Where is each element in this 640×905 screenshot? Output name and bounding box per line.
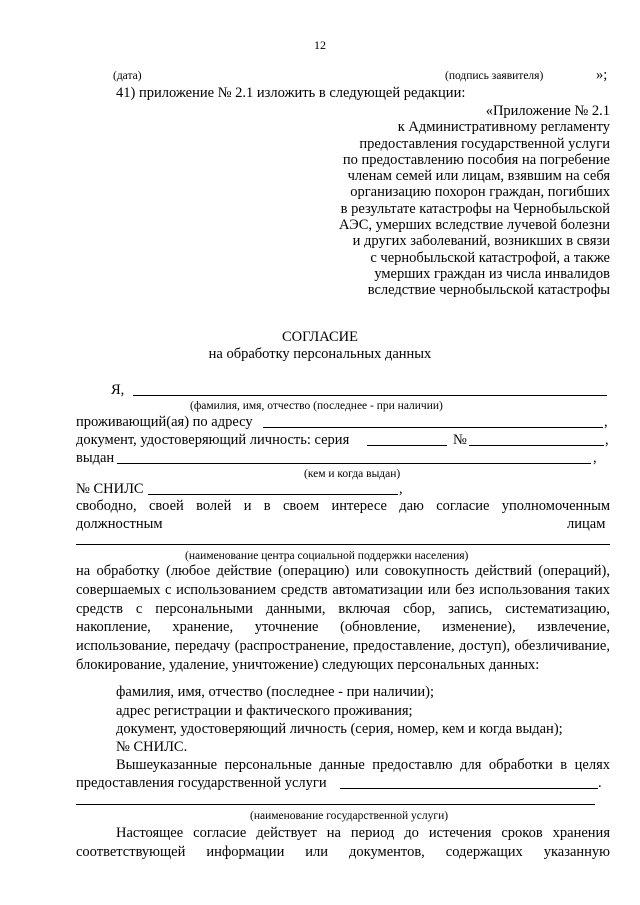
comma: , [399, 481, 403, 497]
consent-line: свободно, своей волей и в своем интересе даю согласие уполномоченным [76, 498, 610, 514]
purpose-label: предоставления государственной услуги [76, 775, 327, 791]
snils-label: № СНИЛС [76, 481, 144, 497]
comma: , [604, 414, 608, 430]
data-item: фамилия, имя, отчество (последнее - при наличии); [116, 684, 435, 700]
comma: , [593, 450, 597, 466]
header-line: организацию похорон граждан, погибших [350, 184, 610, 201]
closing-quote-mark: »; [596, 67, 608, 83]
number-sign: № [453, 432, 467, 448]
service-name-field-continued[interactable] [76, 804, 595, 805]
header-line: в результате катастрофы на Чернобыльской [340, 200, 610, 217]
header-line: по предоставлению пособия на погребение [342, 151, 610, 168]
fio-field[interactable] [133, 395, 607, 396]
number-field[interactable] [469, 445, 604, 446]
period: . [598, 775, 602, 791]
center-name-field[interactable] [76, 544, 610, 545]
issued-field[interactable] [117, 463, 591, 464]
header-line: вследствие чернобыльской катастрофы [367, 282, 610, 299]
address-field[interactable] [263, 427, 603, 428]
header-line: умерших граждан из числа инвалидов [374, 265, 610, 282]
center-hint: (наименование центра социальной поддержки населения) [185, 550, 469, 562]
appendix-header [320, 103, 610, 299]
consent-right-word: лицам [567, 516, 606, 532]
header-line: предоставления государственной услуги [359, 135, 610, 152]
fio-hint: (фамилия, имя, отчество (последнее - при наличии) [190, 400, 443, 412]
header-line: АЭС, умерших вследствие лучевой болезни [339, 217, 610, 234]
snils-field[interactable] [148, 494, 398, 495]
date-label: (дата) [113, 70, 142, 82]
item-41: 41) приложение № 2.1 изложить в следующей редакции: [116, 85, 466, 101]
service-hint: (наименование государственной услуги) [250, 810, 449, 822]
processing-paragraph: на обработку (любое действие (операцию) или совокупность действий (операций), совершаемых с использованием средств автоматизации или без использования таких средств с персональными данными, включая сбор, запись, систематизацию, накопление, хранение, уточнение (обновление, изменение), извлечение, использование, передачу (распространение, предоставление, доступ), обезличивание, блокирование, удаление, уничтожение) следующих персональных данных: [76, 563, 610, 673]
data-item: № СНИЛС. [116, 739, 188, 755]
ya-label: Я, [111, 382, 125, 398]
header-line: с чернобыльской катастрофой, а также [370, 249, 610, 266]
series-field[interactable] [367, 445, 447, 446]
header-line: членам семей или лицам, взявшим на себя [347, 168, 610, 185]
address-label: проживающий(ая) по адресу [76, 414, 253, 430]
issued-hint: (кем и когда выдан) [304, 468, 401, 480]
header-line: «Приложение № 2.1 [485, 103, 610, 119]
document-title: СОГЛАСИЕ [281, 329, 359, 345]
data-item: адрес регистрации и фактического проживания; [116, 703, 413, 719]
page-number: 12 [314, 38, 326, 52]
signature-label: (подпись заявителя) [445, 70, 544, 82]
comma: , [605, 432, 609, 448]
header-line: и других заболеваний, возникших в связи [352, 233, 610, 250]
document-subtitle: на обработку персональных данных [208, 346, 432, 362]
service-name-field[interactable] [340, 788, 598, 789]
document-label: документ, удостоверяющий личность: серия [76, 432, 350, 448]
purpose-line: Вышеуказанные персональные данные предоставлю для обработки в целях [116, 757, 610, 773]
header-line: к Административному регламенту [397, 119, 610, 136]
data-item: документ, удостоверяющий личность (серия, номер, кем и когда выдан); [116, 721, 563, 737]
consent-left-word: должностным [76, 516, 163, 532]
validity-paragraph: Настоящее согласие действует на период до истечения сроков хранения соответствующей информации или документов, содержащих указанную [76, 825, 610, 860]
issued-label: выдан [76, 450, 115, 466]
